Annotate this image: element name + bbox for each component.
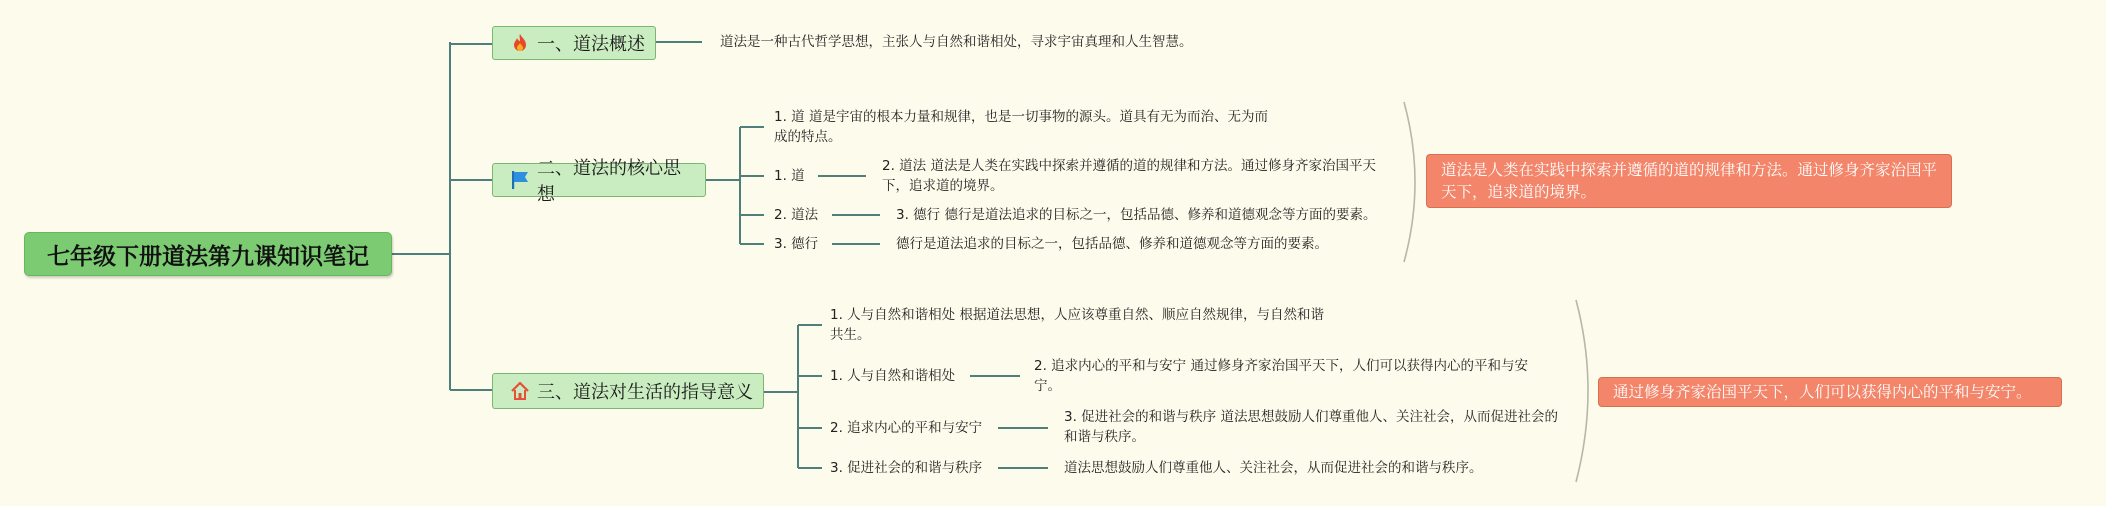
fire-icon: [509, 32, 531, 54]
section-3-summary-text: 通过修身齐家治国平天下，人们可以获得内心的平和与安宁。: [1613, 383, 2032, 401]
section-2-summary-text: 道法是人类在实践中探索并遵循的道的规律和方法。通过修身齐家治国平天下，追求道的境界。: [1441, 161, 1938, 201]
section-1-summary: 道法是一种古代哲学思想，主张人与自然和谐相处，寻求宇宙真理和人生智慧。: [720, 34, 1193, 50]
root-title: 七年级下册道法第九课知识笔记: [47, 243, 369, 270]
section-3-row-3-label: 3. 促进社会的和谐与秩序: [830, 460, 983, 476]
section-3-row-1-label: 1. 人与自然和谐相处: [830, 368, 956, 384]
section-2-row-1-detail: 2. 道法 道法是人类在实践中探索并遵循的道的规律和方法。通过修身齐家治国平天下，追求道的境界。: [882, 158, 1376, 194]
section-1-title: 一、道法概述: [537, 34, 645, 55]
section-2-intro: 1. 道 道是宇宙的根本力量和规律，也是一切事物的源头。道具有无为而治、无为而成的特点。: [774, 109, 1268, 145]
section-3-row-2-detail: 3. 促进社会的和谐与秩序 道法思想鼓励人们尊重他人、关注社会，从而促进社会的和谐与秩序。: [1064, 409, 1558, 445]
section-3-intro: 1. 人与自然和谐相处 根据道法思想，人应该尊重自然、顺应自然规律，与自然和谐共生。: [830, 307, 1324, 343]
section-3-summary-note[interactable]: [1598, 377, 2062, 407]
section-2-row-3-detail: 德行是道法追求的目标之一，包括品德、修养和道德观念等方面的要素。: [896, 236, 1328, 252]
section-2-topic[interactable]: [492, 158, 706, 205]
section-2-row-2-detail: 3. 德行 德行是道法追求的目标之一，包括品德、修养和道德观念等方面的要素。: [896, 207, 1377, 223]
section-3-row-1-detail: 2. 追求内心的平和与安宁 通过修身齐家治国平天下，人们可以获得内心的平和与安宁。: [1034, 358, 1528, 394]
root-topic[interactable]: [24, 232, 392, 276]
section-2-row-2-label: 2. 道法: [774, 207, 819, 223]
section-2-title: 二、道法的核心思想: [537, 158, 681, 205]
section-3-topic[interactable]: [492, 373, 764, 409]
section-3-row-2-label: 2. 追求内心的平和与安宁: [830, 420, 983, 436]
section-3-row-3-detail: 道法思想鼓励人们尊重他人、关注社会，从而促进社会的和谐与秩序。: [1064, 460, 1483, 476]
s2-summary-brace: [1404, 102, 1415, 262]
section-2-row-1-label: 1. 道: [774, 168, 805, 184]
flag-icon: [509, 169, 531, 191]
section-2-summary-note[interactable]: [1426, 154, 1952, 208]
section-3-title: 三、道法对生活的指导意义: [537, 382, 753, 403]
s3-summary-brace: [1576, 300, 1588, 482]
section-2-row-3-label: 3. 德行: [774, 236, 819, 252]
section-1-topic[interactable]: [492, 26, 656, 60]
home-icon: [509, 380, 531, 402]
